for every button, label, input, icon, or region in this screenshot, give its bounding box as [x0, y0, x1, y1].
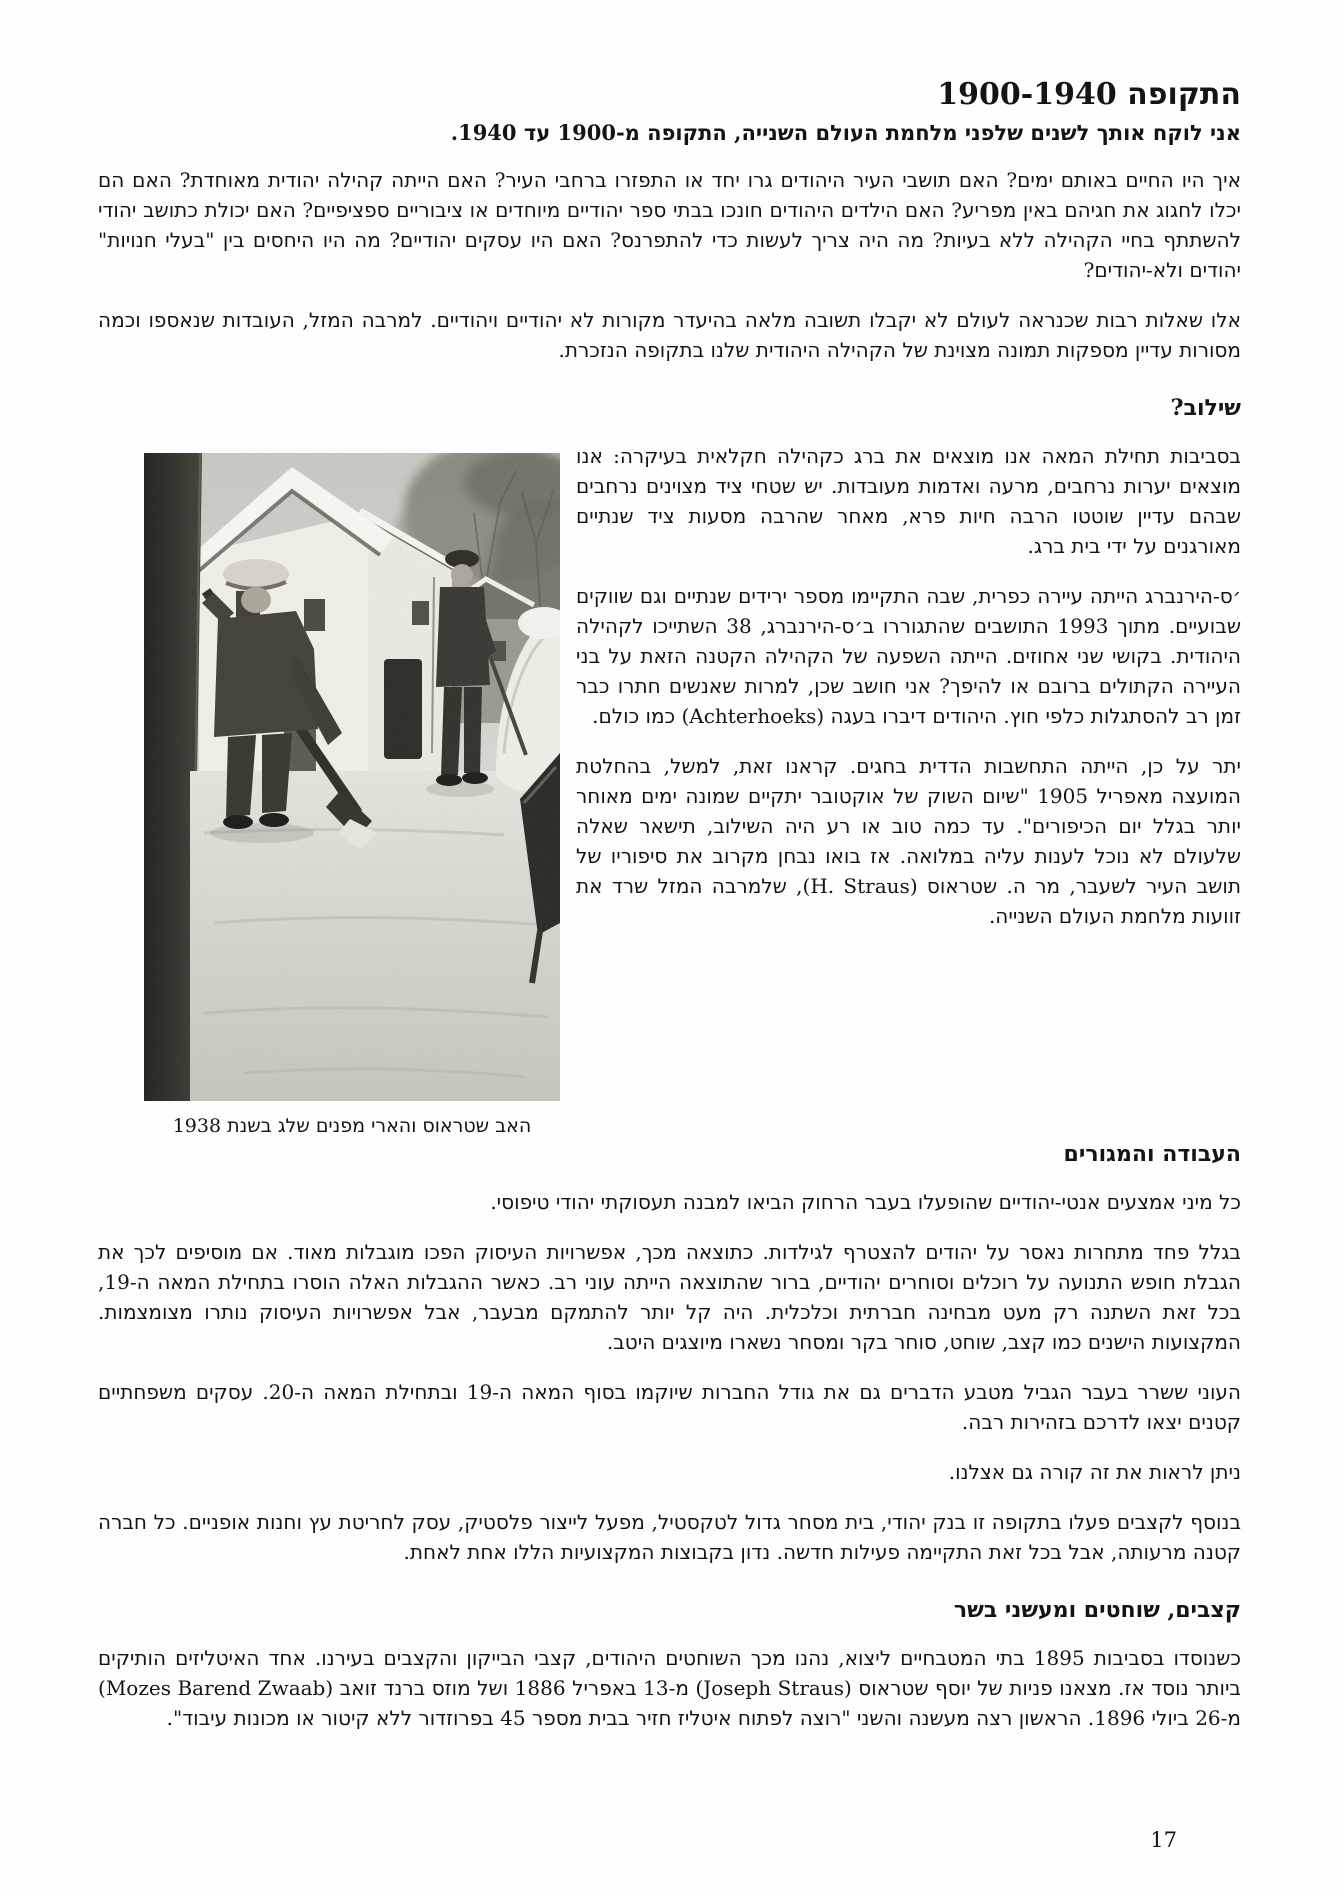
integration-paragraph: ׳ס-הירנברג הייתה עיירה כפרית, שבה התקיימו מספר ירידים שנתיים וגם שווקים שבועיים. מתוך 1993 התושבים שהתגוררו ב׳ס-הירנברג, 38 השתייכו לקהילה היהודית. בקושי שני אחוזים. הייתה השפעה של הקהילה הקטנה הזאת על בני העיירה הקתולים ברובם או להיפך? אני חושב שכן, למרות שאנשים חתרו כבר זמן רב להסתגלות כלפי חוץ. היהודים דיברו בעגה (Achterhoeks) כמו כולם. — [576, 583, 1241, 728]
work-paragraph: העוני ששרר בעבר הגביל מטבע הדברים גם את גודל החברות שיוקמו בסוף המאה ה-19 ובתחילת המאה ה-20. עסקים משפחתיים קטנים יצאו לדרכם בזהירות רבה. — [98, 1379, 1241, 1434]
photo-grain-overlay — [144, 453, 560, 1101]
integration-paragraph: בסביבות תחילת המאה אנו מוצאים את ברג כקהילה חקלאית בעיקרה: אנו מוצאים יערות נרחבים, מרעה ואדמות מעובדות. יש שטחי ציד מצוינים נרחבים שבהם עדיין שוטטו הרבה חיות פרא, מאחר שהרבה מסעות ציד שנתיים מאורגנים על ידי בית ברג. — [576, 443, 1241, 558]
work-paragraph: בנוסף לקצבים פעלו בתקופה זו בנק יהודי, בית מסחר גדול לטקסטיל, מפעל לייצור פלסטיק, עסק לחריטת עץ וחנות אופניים. כל חברה קטנה מרעותה, אבל בכל זאת התקיימה פעילות חדשה. נדון בקבוצות המקצועיות הללו אחת לאחת. — [98, 1509, 1242, 1564]
page-title: התקופה 1900-1940 — [937, 77, 1241, 112]
section-heading-work: העבודה והמגורים — [1063, 1140, 1241, 1167]
photo-caption: האב שטראוס והארי מפנים שלג בשנת 1938 — [172, 1114, 532, 1137]
snow-clearing-photo-image — [144, 453, 560, 1101]
integration-section-body — [98, 441, 1241, 1137]
page-number: 17 — [1150, 1828, 1177, 1852]
intro-paragraph: איך היו החיים באותם ימים? האם תושבי העיר היהודים גרו יחד או התפזרו ברחבי העיר? האם הייתה קהילה יהודית מאוחדת? האם הם יכלו לחגוג את חגיהם באין מפריע? האם הילדים היהודים חונכו בבתי ספר יהודיים מיוחדים או ציבוריים ספציפיים? האם יכולת כתושב יהודי להשתתף בחיי הקהילה ללא בעיות? מה היה צריך לעשות כדי להתפרנס? האם היו עסקים יהודיים? מה היו היחסים בין "בעלי חנויות" יהודים ולא-יהודים? — [98, 167, 1241, 282]
work-paragraph: בגלל פחד מתחרות נאסר על יהודים להצטרף לגילדות. כתוצאה מכך, אפשרויות העיסוק הפכו מוגבלות מאוד. אם מוסיפים לכך את הגבלת חופש התנועה על רוכלים וסוחרים יהודיים, ברור שהתוצאה הייתה עוני רב. כאשר ההגבלות האלה הוסרו בתחילת המאה ה-19, בכל זאת השתנה רק מעט מבחינה חברתית וכלכלית. היה קל יותר להתמקם מבעבר, אבל אפשרויות העיסוק נותרו מצומצמות. המקצועות הישנים כמו קצב, שוחט, סוחר בקר ומסחר נשארו מיוצגים היטב. — [98, 1239, 1241, 1354]
work-paragraph: ניתן לראות את זה קורה גם אצלנו. — [948, 1459, 1241, 1484]
butchers-paragraph: כשנוסדו בסביבות 1895 בתי המטבחיים ליצוא, נהנו מכך השוחטים היהודים, קצבי הבייקון והקצבים בעירנו. אחד האיטליזים הותיקים ביותר נוסד אז. מצאנו פניות של יוסף שטראוס (Joseph Straus) מ-13 באפריל 1886 ושל מוזס ברנד זואב (Mozes Barend Zwaab) מ-26 ביולי 1896. הראשון רצה מעשנה והשני "רוצה לפתוח איטליז חזיר בבית מספר 45 בפרוזדור ללא קיטור או מכונות עיבוד". — [98, 1645, 1241, 1730]
page-subtitle: אני לוקח אותך לשנים שלפני מלחמת העולם השנייה, התקופה מ-1900 עד 1940. — [450, 119, 1241, 145]
section-heading-integration: שילוב? — [1170, 394, 1241, 421]
photo-figure — [144, 453, 560, 1137]
integration-paragraph: יתר על כן, הייתה התחשבות הדדית בחגים. קראנו זאת, למשל, בהחלטת המועצה מאפריל 1905 "שיום השוק של אוקטובר יתקיים שמונה ימים מאוחר יותר בגלל יום הכיפורים". עד כמה טוב או רע היה השילוב, תישאר שאלה שלעולם לא נוכל לענות עליה במלואה. אז בואו נבחן מקרוב את סיפוריו של תושב העיר לשעבר, מר ה. שטראוס (H. Straus), שלמרבה המזל שרד את זוועות מלחמת העולם השנייה. — [576, 753, 1241, 928]
intro-paragraph: אלו שאלות רבות שכנראה לעולם לא יקבלו תשובה מלאה בהיעדר מקורות לא יהודיים ויהודיים. למרבה המזל, העובדות שנאספו וכמה מסורות עדיין מספקות תמונה מצוינת של הקהילה היהודית שלנו בתקופה הנזכרת. — [98, 307, 1241, 362]
section-heading-butchers: קצבים, שוחטים ומעשני בשר — [953, 1596, 1241, 1623]
work-paragraph: כל מיני אמצעים אנטי-יהודיים שהופעלו בעבר הרחוק הביאו למבנה תעסוקתי יהודי טיפוסי. — [490, 1189, 1241, 1214]
